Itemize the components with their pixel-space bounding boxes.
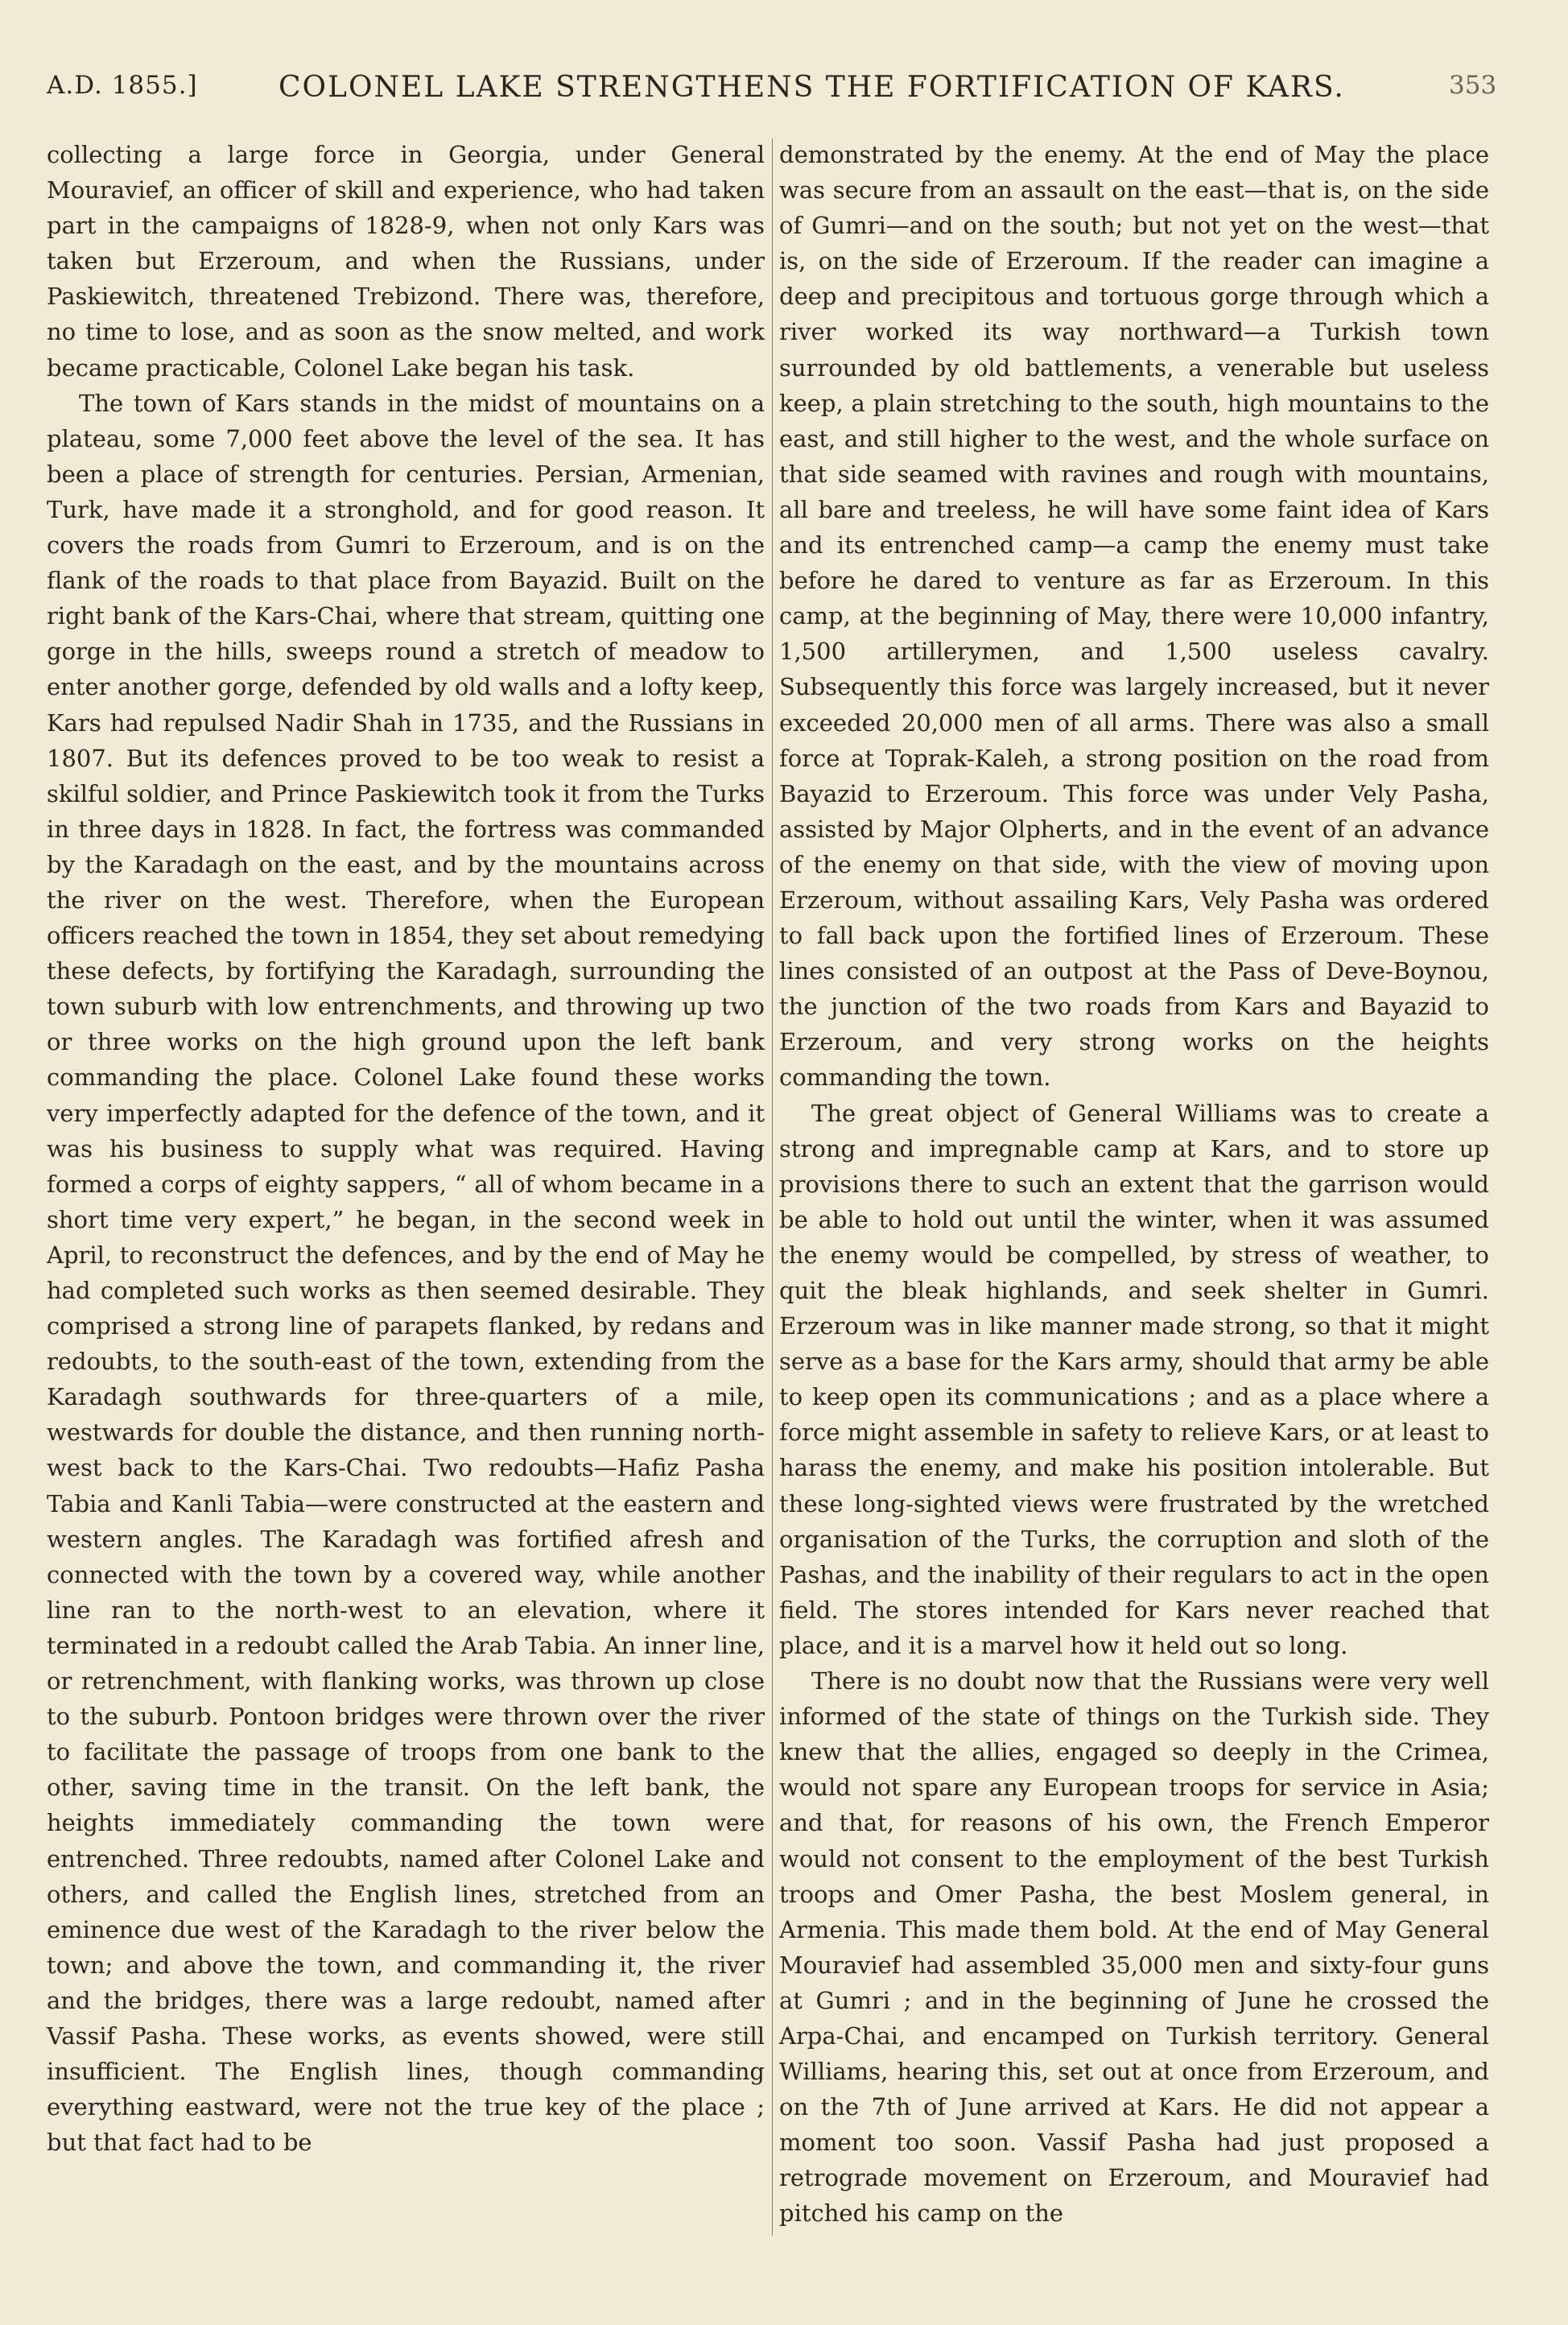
header-title: COLONEL LAKE STRENGTHENS THE FORTIFICATION OF KARS. — [279, 71, 1345, 104]
page-number: 353 — [1449, 71, 1497, 100]
paragraph: There is no doubt now that the Russians were very well informed of the state of things on the Turkish side. They knew that the allies, engaged so deeply in the Crimea, would not spare any European troops for service in Asia; and that, for reasons of his own, the French Emperor would not consent to the employment of the best Turkish troops and Omer Pasha, the best Moslem general, in Armenia. This made them bold. At the end of May General Mouravief had assembled 35,000 men and sixty-four guns at Gumri ; and in the beginning of June he crossed the Arpa-Chai, and encamped on Turkish territory. General Williams, hearing this, set out at once from Erzeroum, and on the 7th of June arrived at Kars. He did not appear a moment too soon. Vassif Pasha had just proposed a retrograde movement on Erzeroum, and Mouravief had pitched his camp on the — [779, 1667, 1489, 2228]
paragraph: demonstrated by the enemy. At the end of May the place was secure from an assault on the east—that is, on the side of Gumri—and on the south; but not yet on the west—that is, on the side of Erzeroum. If the reader can imagine a deep and precipitous and tortuous gorge through which a river worked its way northward—a Turkish town surrounded by old battlements, a venerable but useless keep, a plain stretching to the south, high mountains to the east, and still higher to the west, and the whole surface on that side seamed with ravines and rough with mountains, all bare and treeless, he will have some faint idea of Kars and its entrenched camp—a camp the enemy must take before he dared to venture as far as Erzeroum. In this camp, at the beginning of May, there were 10,000 infantry, 1,500 artillerymen, and 1,500 useless cavalry. Subsequently this force was largely increased, but it never exceeded 20,000 men of all arms. There was also a small force at Toprak-Kaleh, a strong position on the road from Bayazid to Erzeroum. This force was under Vely Pasha, assisted by Major Olpherts, and in the event of an advance of the enemy on that side, with the view of moving upon Erzeroum, without assailing Kars, Vely Pasha was ordered to fall back upon the fortified lines of Erzeroum. These lines consisted of an outpost at the Pass of Deve-Boynou, the junction of the two roads from Kars and Bayazid to Erzeroum, and very strong works on the heights commanding the town. — [779, 141, 1489, 1092]
right-column — [779, 137, 1489, 2232]
running-header — [0, 0, 1568, 129]
column-divider — [772, 138, 773, 2236]
paragraph: collecting a large force in Georgia, under General Mouravief, an officer of skill and experience, who had taken part in the campaigns of 1828-9, when not only Kars was taken but Erzeroum, and when the Russians, under Paskiewitch, threatened Trebizond. There was, therefore, no time to lose, and as soon as the snow melted, and work became practicable, Colonel Lake began his task. — [47, 141, 765, 382]
paragraph: The town of Kars stands in the midst of mountains on a plateau, some 7,000 feet above the level of the sea. It has been a place of strength for centuries. Persian, Armenian, Turk, have made it a stronghold, and for good reason. It covers the roads from Gumri to Erzeroum, and is on the flank of the roads to that place from Bayazid. Built on the right bank of the Kars-Chai, where that stream, quitting one gorge in the hills, sweeps round a stretch of meadow to enter another gorge, defended by old walls and a lofty keep, Kars had repulsed Nadir Shah in 1735, and the Russians in 1807. But its defences proved to be too weak to resist a skilful soldier, and Prince Paskiewitch took it from the Turks in three days in 1828. In fact, the fortress was commanded by the Karadagh on the east, and by the mountains across the river on the west. Therefore, when the European officers reached the town in 1854, they set about remedying these defects, by fortifying the Karadagh, surrounding the town suburb with low entrenchments, and throwing up two or three works on the high ground upon the left bank commanding the place. Colonel Lake found these works very imperfectly adapted for the defence of the town, and it was his business to supply what was required. Having formed a corps of eighty sappers, “ all of whom became in a short time very expert,” he began, in the second week in April, to reconstruct the defences, and by the end of May he had completed such works as then seemed desirable. They comprised a strong line of parapets flanked, by redans and redoubts, to the south-east of the town, extending from the Karadagh southwards for three-quarters of a mile, westwards for double the distance, and then running north-west back to the Kars-Chai. Two redoubts—Hafiz Pasha Tabia and Kanli Tabia—were constructed at the eastern and western angles. The Karadagh was fortified afresh and connected with the town by a covered way, while another line ran to the north-west to an elevation, where it terminated in a redoubt called the Arab Tabia. An inner line, or retrenchment, with flanking works, was thrown up close to the suburb. Pontoon bridges were thrown over the river to facilitate the passage of troops from one bank to the other, saving time in the transit. On the left bank, the heights immediately commanding the town were entrenched. Three redoubts, named after Colonel Lake and others, and called the English lines, stretched from an eminence due west of the Karadagh to the river below the town; and above the town, and commanding it, the river and the bridges, there was a large redoubt, named after Vassif Pasha. These works, as events showed, were still insufficient. The English lines, though commanding everything eastward, were not the true key of the place ; but that fact had to be — [47, 389, 765, 2157]
header-date: A.D. 1855.] — [47, 71, 198, 100]
paragraph: The great object of General Williams was to create a strong and impregnable camp at Kars, and to store up provisions there to such an extent that the garrison would be able to hold out until the winter, when it was assumed the enemy would be compelled, by stress of weather, to quit the bleak highlands, and seek shelter in Gumri. Erzeroum was in like manner made strong, so that it might serve as a base for the Kars army, should that army be able to keep open its communications ; and as a place where a force might assemble in safety to relieve Kars, or at least to harass the enemy, and make his position intolerable. But these long-sighted views were frustrated by the wretched organisation of the Turks, the corruption and sloth of the Pashas, and the inability of their regulars to act in the open field. The stores intended for Kars never reached that place, and it is a marvel how it held out so long. — [779, 1099, 1489, 1659]
left-column — [47, 137, 765, 2160]
